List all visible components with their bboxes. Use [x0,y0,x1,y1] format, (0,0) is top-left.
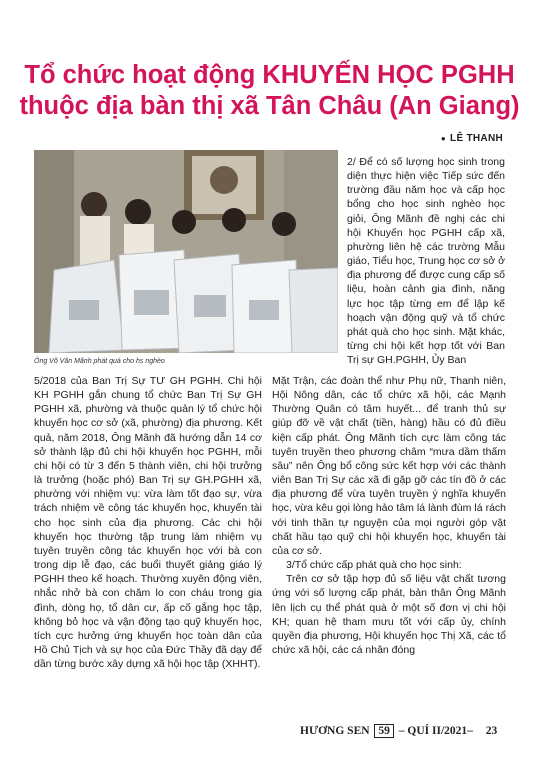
page-number: 23 [485,725,498,737]
bullet-icon: ● [440,134,447,143]
issue-quarter: – QUÍ II/2021– [398,725,473,737]
paragraph: Trên cơ sở tập hợp đủ số liệu vật chất tương ứng với số lượng cấp phát, bản thân Ông Mãnh lên lịch cụ thể phát quà ở một số đơn vị chi hội KH; quan hệ tham mưu tốt với cấp ủy, chính quyền địa phương, Hội khuyến học Thị Xã, các tổ chức xã hội, các cá nhân đóng [272,573,506,656]
paragraph: 2/ Để có số lượng học sinh trong diện thực hiện việc Tiếp sức đến trường đầu năm học và cấp học bổng cho học sinh nghèo học giỏi, Ông Mãnh đề nghị các chi hội Khuyến học PGHH cấp xã, phường liên hệ các trường Mẫu giáo, Tiểu học, Trung học cơ sở ở địa phương để được cung cấp số liệu, hoàn cảnh gia đình, năng lực học tập từng em để lập kế hoạch vận động quỹ và tổ chức phát quà cho học sinh. Mặt khác, từng chi hội kết hợp tốt với Ban Trị sự GH.PGHH, Ủy Ban [347,156,505,367]
paragraph: 5/2018 của Ban Trị Sự TƯ GH PGHH. Chi hội KH PGHH gắn chung tổ chức Ban Trị Sự GH PGHH xã, phường và thuộc quản lý tổ chức hội khuyến học cơ sở (xã, phường) địa phương. Kết quả, năm 2018, Ông Mãnh đã hướng dẫn 14 cơ sở thành lập đủ chi hội khuyến học PGHH, mỗi chi hội có từ 3 đến 5 thành viên, chi hội trưởng là trưởng (hoặc phó) Ban Trị sự GH.PGHH xã, phường với nhiệm vụ: vừa làm tốt đạo sự, vừa trách nhiệm về công tác khuyến học, khuyến tài cho học sinh của địa phương. Các chi hội khuyến học thường tập trung làm nhiệm vụ tuyên truyền công tác khuyến học với bà con trong dịp lễ đạo, các buổi thuyết giảng giáo lý PGHH theo kế hoạch. Thường xuyên động viên, nhắc nhở bà con chăm lo con cháu trong gia đình, dòng họ, tổ dân cư, ấp cố gắng học tập, không bỏ học và vận động tạo quỹ khuyến học, tích cực hưởng ứng khuyến học toàn dân của Hồ Chủ Tịch và sự học của Đức Thầy đã dạy để dần từng bước xây dựng xã hội học tập (XHHT). [34,375,262,671]
photo-illustration [34,150,338,353]
byline [441,133,503,144]
issue-number: 59 [374,724,394,738]
article-photo [34,150,338,353]
page-footer [300,725,497,737]
magazine-name: HƯƠNG SEN [300,725,370,737]
article-title-line1: Tổ chức hoạt động KHUYẾN HỌC PGHH [24,61,515,89]
paragraph: Mặt Trận, các đoàn thể như Phụ nữ, Thanh niên, Hội Nông dân, các tổ chức xã hội, các Mạnh Thường Quân có tâm huyết... để tranh thủ sự giúp đỡ về vật chất (tiền, hàng) hầu có đủ điều kiện cấp phát. Ông Mãnh tích cực làm công tác tuyên truyền theo phương châm “mưa dầm thấm sâu” nên Ông bổ công sức kết hợp với các thành viên Ban Trị Sự các xã đi gặp gỡ các tín đồ ở các địa phương để vừa tuyên truyền ý nghĩa khuyến học, vừa kêu gọi lòng hảo tâm lá lành đùm lá rách với tinh thần tự nguyện của mọi người góp vật chất hầu tạo quỹ chi hội khuyến học, khuyến tài của cơ sở. [272,375,506,557]
right-column-top [347,155,505,367]
photo-caption: Ông Võ Văn Mãnh phát quà cho hs nghèo [34,358,165,365]
right-column-bottom [272,374,506,657]
section-heading: 3/Tổ chức cấp phát quà cho học sinh: [286,559,462,572]
author-name: LÊ THANH [450,133,503,144]
article-title-line2: thuộc địa bàn thị xã Tân Châu (An Giang) [19,92,520,120]
left-column-bottom [34,374,262,671]
